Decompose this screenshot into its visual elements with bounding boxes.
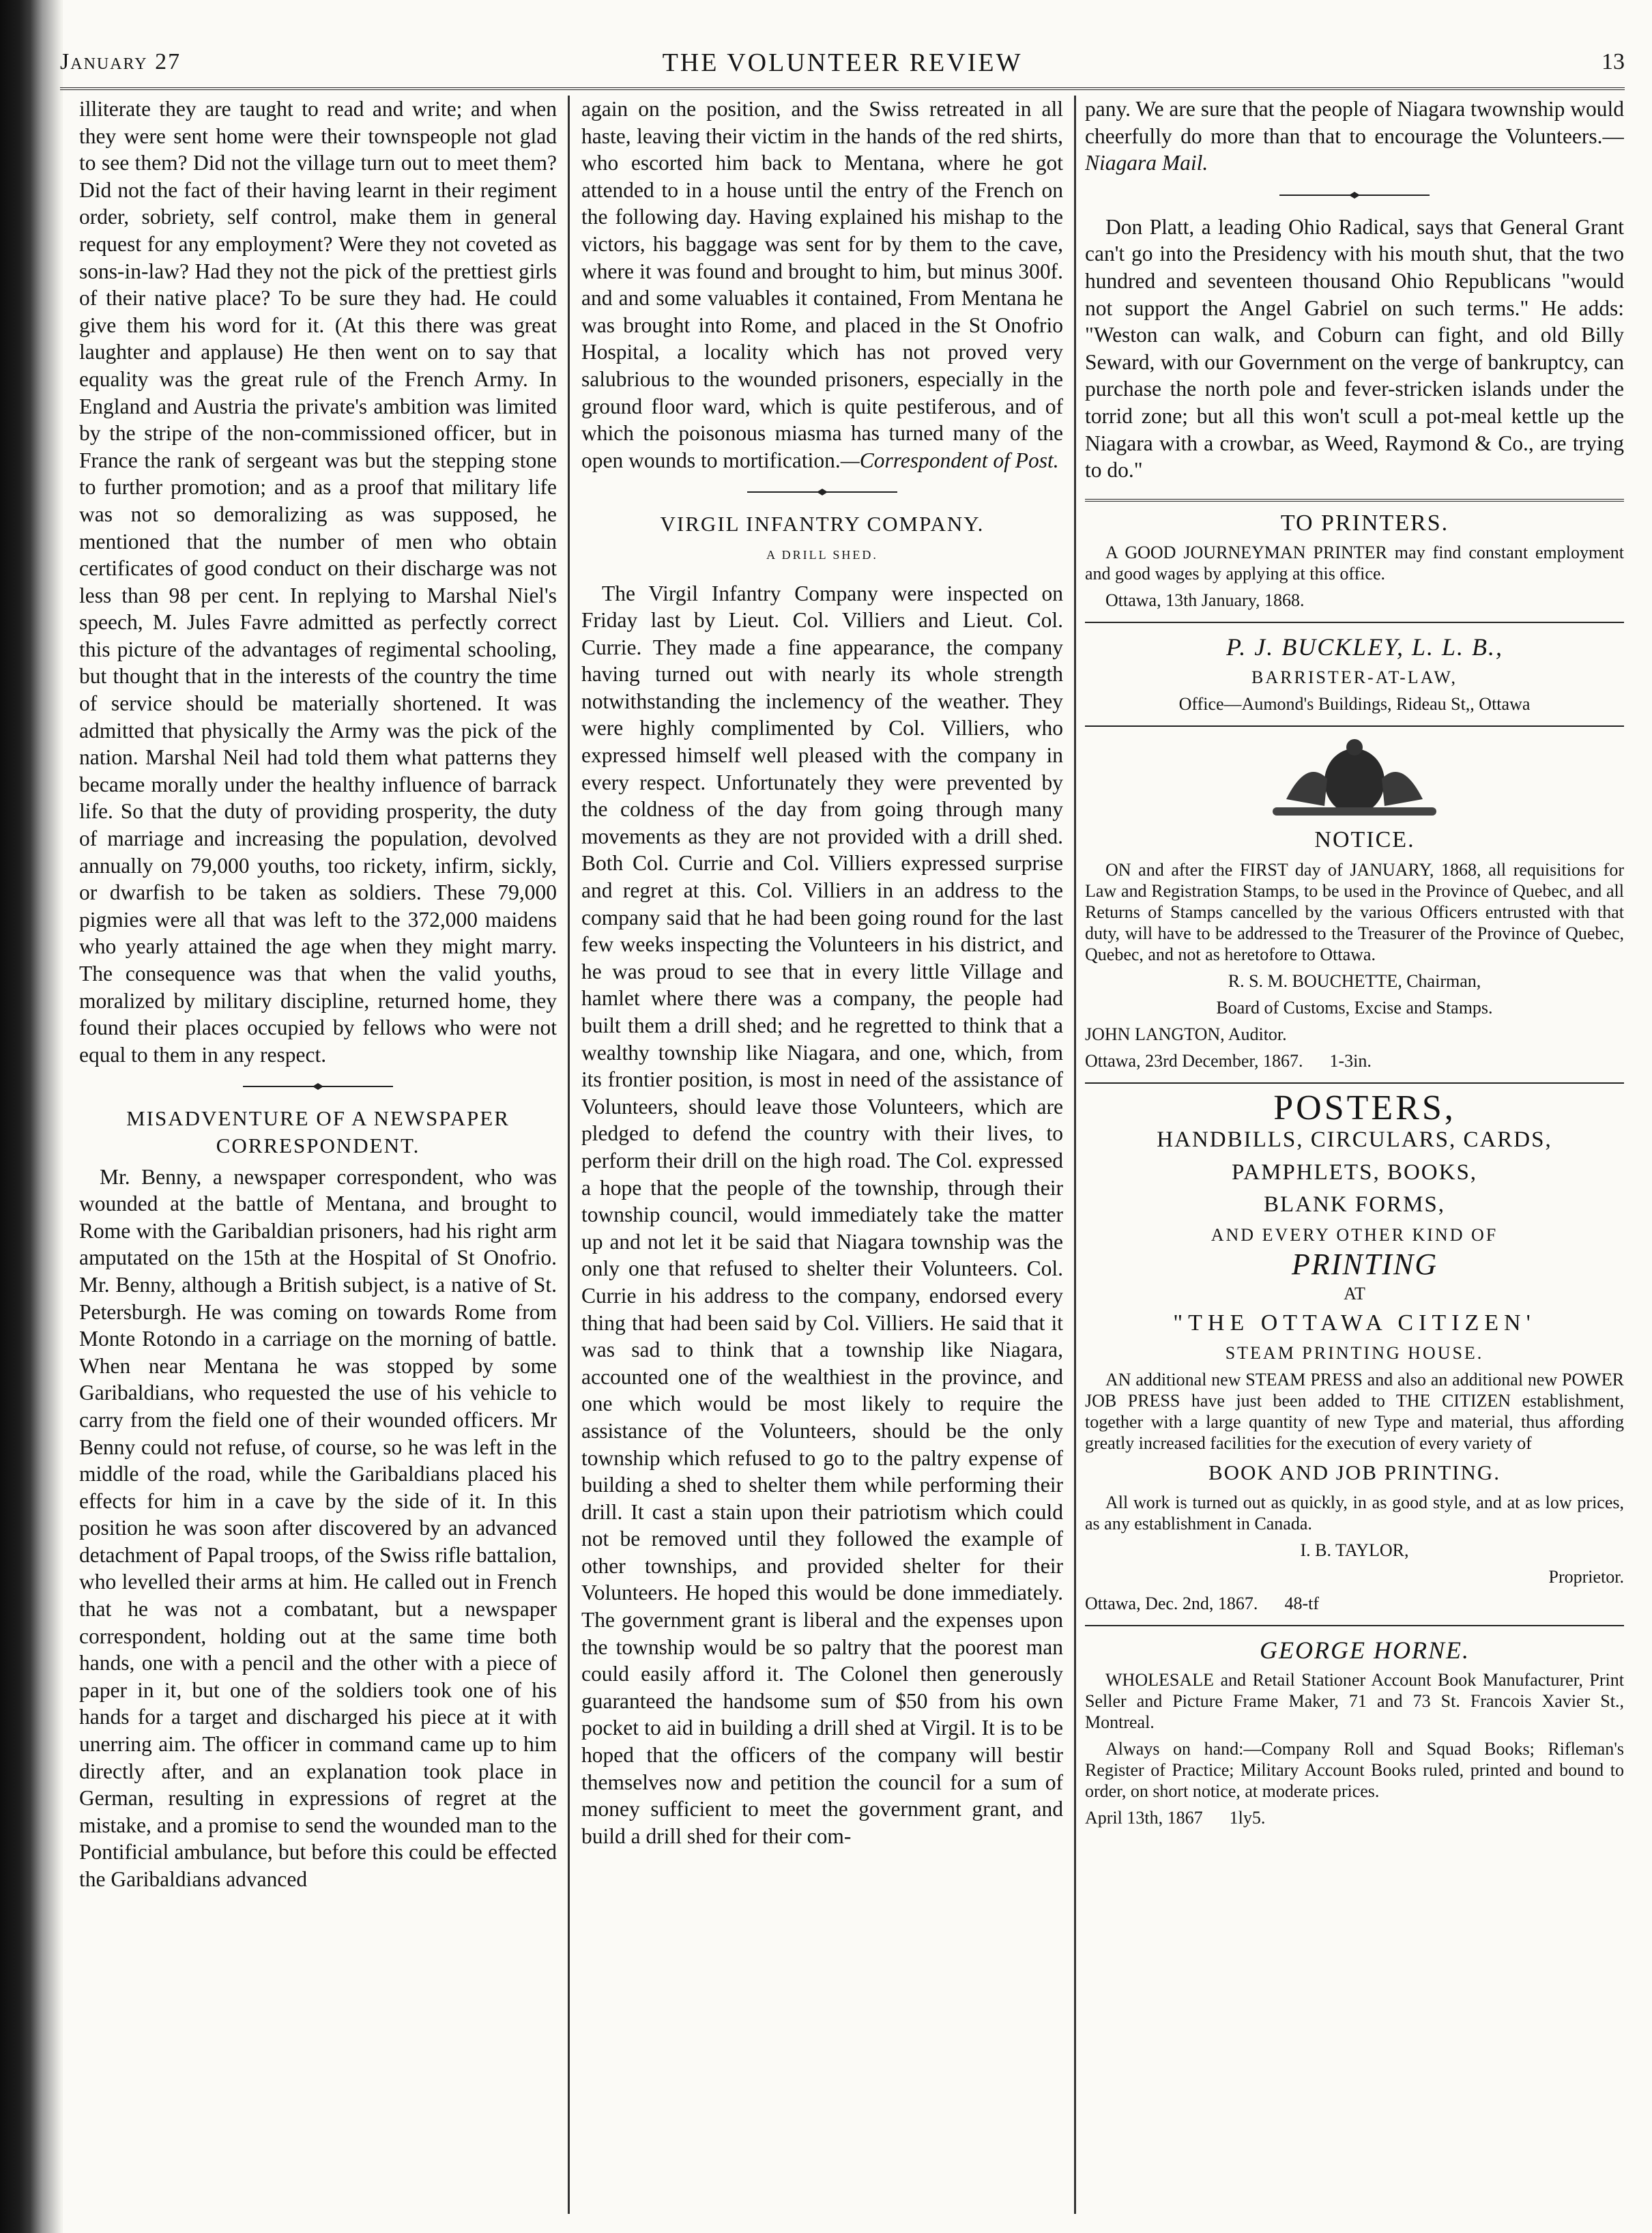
binding-spine [0,0,63,2233]
printers-ad-dateline: Ottawa, 13th January, 1868. [1105,590,1305,611]
notice-dateline [1085,1050,1624,1071]
posters-date: Ottawa, Dec. 2nd, 1867. [1085,1593,1258,1613]
notice-signature: R. S. M. BOUCHETTE, Chairman, [1228,970,1481,991]
posters-code: 48-tf [1284,1593,1319,1613]
article-text: again on the position, and the Swiss retreated in all haste, leaving their victim in the hands of the red shirts, who escorted him back to Mentana, where he got attended to in a house until the entry of the French on the following day. Having explained his mishap to the victors, his baggage was sent for by them to the cave, where it was found and brought to him, but minus 300f. and and some valuables it contained, From Mentana he was brought into Rome, and placed in the St Onofrio Hospital, a locality which has not proved very salubrious to the wounded prisoners, especially in the ground floor ward, which is quite pestiferous, and of which the poisonous miasma has turned many of the open wounds to mortification. [581,97,1063,472]
buckley-office: Office—Aumond's Buildings, Rideau St,, Ottawa [1178,693,1531,714]
notice-body: ON and after the FIRST day of JANUARY, 1868, all requisitions for Law and Registration Stamps, to be used in the Province of Quebec, and all Returns of Stamps cancelled by the various Officers entrusted with that duty, will have to be addressed to the Treasurer of the Province of Quebec, Quebec, and not as heretofore to Ottawa. [1085,859,1624,964]
printers-ad-body: A GOOD JOURNEYMAN PRINTER may find constant employment and good wages by applying at this office. [1085,543,1624,584]
posters-signature: I. B. TAYLOR, [1300,1540,1409,1560]
horne-date: April 13th, 1867 [1085,1808,1203,1828]
advert-rule [1085,622,1624,623]
posters-printing: PRINTING [1292,1247,1438,1281]
posters-dateline [1085,1593,1624,1614]
posters-line: AND EVERY OTHER KIND OF [1211,1224,1498,1245]
posters-line: BLANK FORMS, [1263,1192,1446,1218]
notice-code: 1-3in. [1329,1050,1372,1071]
horne-dateline [1085,1807,1624,1828]
posters-line: PAMPHLETS, BOOKS, [1231,1159,1478,1185]
notice-signature: JOHN LANGTON, Auditor. [1085,1024,1287,1044]
posters-line: HANDBILLS, CIRCULARS, CARDS, [1157,1127,1552,1153]
advert-rule [1085,725,1624,727]
article-paragraph: Don Platt, a leading Ohio Radical, says that General Grant can't go into the Presidency with his mouth shut, that the two hundred and seventeen thousand Ohio Republicans "would not support the Angel Gabriel on such terms." He adds: "Weston can walk, and Coburn can fight, and old Billy Seward, with our Government on the verge of bankruptcy, can purchase the north pole and fever-stricken islands under the torrid zone; but all this won't scull a pot-meal kettle up the Niagara with a crowbar, as Weed, Raymond & Co., are trying to do." [1085,214,1624,482]
issue-date: January 27 [60,49,182,74]
horne-code: 1ly5. [1229,1808,1266,1828]
notice-date: Ottawa, 23rd December, 1867. [1085,1050,1303,1071]
newspaper-title: THE VOLUNTEER REVIEW [662,48,1023,77]
posters-signature-role: Proprietor. [1548,1566,1624,1587]
notice-signature: Board of Customs, Excise and Stamps. [1216,997,1493,1018]
horne-body: Always on hand:—Company Roll and Squad Books; Rifleman's Register of Practice; Military Account Books ruled, printed and bound to order, on short notice, at moderate prices. [1085,1739,1624,1802]
posters-title: POSTERS, [1273,1088,1456,1127]
section-ornament-rule [243,1083,393,1090]
notice-title: NOTICE. [1314,826,1415,852]
article-paragraph: illiterate they are taught to read and write; and when they were sent home were their townspeople not glad to see them? Did not the village turn out to meet them? Did not the fact of their having learnt in their regiment order, sobriety, self control, make them in general request for any employment? Were they not coveted as sons-in-law? Had they not the pick of the prettiest girls of their native place? To be sure they had. He could give them his word for it. (At this there was great laughter and applause) He then went on to say that equality was the great rule of the French Army. In England and Austria the private's ambition was limited by the stripe of the non-commissioned officer, but in France the rank of sergeant was but the stepping stone to further promotion; and as a proof that military life was not so demoralizing as was supposed, he mentioned that the number of men who obtain certificates of good conduct on their discharge was not less than 98 per cent. In replying to Marshal Niel's speech, M. Jules Favre admitted as perfectly correct this picture of the advantages of regimental schooling, but thought that in the interests of the country the time of service should be materially shortened. It was admitted that physically the Army was the pick of the nation. Marshal Neil had told them what patterns they became morally under the healthy influence of barrack life. So that the duty of providing prosperity, the duty of marriage and increasing the population, devolved annually on 79,000 youths, too rickety, infirm, sickly, or dwarfish to be taken as soldiers. These 79,000 pigmies were all that was left to the 372,000 maidens who yearly attained the age when they might marry. The consequence was that when the valid youths, moralized by military discipline, returned home, they found their places occupied by fellows who were not equal to them in any respect. [79,97,557,1067]
column-1 [79,96,557,2214]
article-credit: Niagara Mail. [1085,151,1208,175]
posters-body: AN additional new STEAM PRESS and also an additional new POWER JOB PRESS have just been added to THE CITIZEN establishment, together with a large quantity of new Type and material, thus affording greatly increased facilities for the execution of every variety of [1085,1370,1624,1454]
printers-ad-title: TO PRINTERS. [1280,510,1449,536]
posters-book: BOOK AND JOB PRINTING. [1208,1460,1501,1485]
page-header [60,45,1625,86]
advert-rule [1085,499,1624,502]
article-heading: MISADVENTURE OF A NEWSPAPER CORRESPONDENT. [126,1106,510,1157]
column-separator [1074,96,1076,2214]
buckley-title: BARRISTER-AT-LAW, [1251,667,1458,687]
header-rule [60,87,1625,90]
horne-body: WHOLESALE and Retail Stationer Account Book Manufacturer, Print Seller and Picture Frame Maker, 71 and 73 St. Francois Xavier St., Montreal. [1085,1670,1624,1733]
column-separator [568,96,570,2214]
section-ornament-rule [747,489,897,495]
article-paragraph [581,96,1063,474]
posters-citizen: "THE OTTAWA CITIZEN' [1173,1310,1536,1336]
advert-rule [1085,1625,1624,1626]
article-paragraph: Mr. Benny, a newspaper correspondent, who was wounded at the battle of Mentana, and brought to Rome with the Garibaldian prisoners, had his right arm amputated on the 15th at the Hospital of St Onofrio. Mr. Benny, although a British subject, is a native of St. Petersburgh. He was coming on towards Rome from Monte Rotondo in a carriage on the morning of battle. When near Mentana he was stopped by some Garibaldians, who requested the use of his vehicle to carry from the field one of their wounded officers. Mr Benny could not refuse, of course, so he was left in the middle of the road, while the Garibaldians placed his effects for him in a cave by the side of it. In this position he was soon after discovered by an advanced detachment of Papal troops, of the Swiss rifle battalion, who levelled their arms at him. He called out in French that he was not a combatant, but a newspaper correspondent, holding out at the same time both hands, one with a pencil and the other with a piece of paper in it, but one of the soldiers took one of his hands for a target and discharged his piece at it with unerring aim. The officer in command came up to him directly after, and an explanation took place in German, resulting in expressions of regret at the mistake, and a promise to send the wounded man to the Pontificial ambulance, but before this could be effected the Garibaldians advanced [79,1164,557,1891]
column-3 [1085,96,1624,2214]
column-2 [581,96,1063,2214]
posters-at: AT [1344,1284,1365,1304]
page-number: 13 [1602,49,1625,74]
posters-house: STEAM PRINTING HOUSE. [1225,1343,1484,1364]
article-heading: VIRGIL INFANTRY COMPANY. [660,512,985,536]
advert-rule [1085,1082,1624,1084]
posters-body: All work is turned out as quickly, in as good style, and at as low prices, as any establishment in Canada. [1085,1492,1624,1533]
royal-coat-of-arms-emblem [1259,738,1450,820]
article-text: pany. We are sure that the people of Niagara twownship would cheerfully do more than that to encourage the Volunteers.— [1085,97,1624,148]
article-paragraph [1085,96,1624,177]
article-subheading: A DRILL SHED. [766,547,878,562]
article-paragraph: The Virgil Infantry Company were inspected on Friday last by Lieut. Col. Villiers and Lieut. Col. Currie. They made a fine appearance, the company having turned out with nearly its whole strength notwithstanding the inclemency of the weather. They were highly complimented by Col. Villiers, who expressed himself well pleased with the company in every respect. Unfortunately they were prevented by the coldness of the day from going through many movements as they are not provided with a drill shed. Both Col. Currie and Col. Villiers expressed surprise and regret at this. Col. Villiers in an address to the company said that he had been going round for the last few weeks inspecting the Volunteers in his district, and he was proud to see that in every little Village and hamlet where there was a company, the people had built them a drill shed; and he regretted to think that a wealthy township like Niagara, and one, which, from its frontier position, is most in need of the assistance of Volunteers, should leave those Volunteers, which are pledged to defend the country with their lives, to perform their drill on the high road. The Col. expressed a hope that the people of the township, through their township council, would immediately take the matter up and not let it be said that Niagara township was the only one that refused to shelter their Volunteers. Col. Currie in his address to the company, endorsed every thing that had been said by Col. Villiers. He said that it was sad to think that a township like Niagara, accounted one of the wealthiest in the province, and one which would be most likely to require the assistance of the Volunteers, should be the only township which refused to go to the paltry expense of building a shed to shelter them while performing their drill. It cast a stain upon their patriotism which could not be removed until they followed the example of other townships, and provided shelter for their Volunteers. He hoped this would be done immediately. The government grant is liberal and the expenses upon the township would be so paltry that the poorest man could easily afford it. The Colonel then generously guaranteed the handsome sum of $50 from his own pocket to aid in building a drill shed at Virgil. It is to be hoped that the officers of the company will bestir themselves now and petition the council for a sum of money sufficient to meet the government grant, and build a drill shed for their com- [581,581,1063,1848]
section-ornament-rule [1279,192,1430,199]
article-credit: —Correspondent of Post. [840,448,1059,472]
horne-name: GEORGE HORNE. [1260,1636,1470,1664]
buckley-name: P. J. BUCKLEY, L. L. B., [1226,633,1504,661]
